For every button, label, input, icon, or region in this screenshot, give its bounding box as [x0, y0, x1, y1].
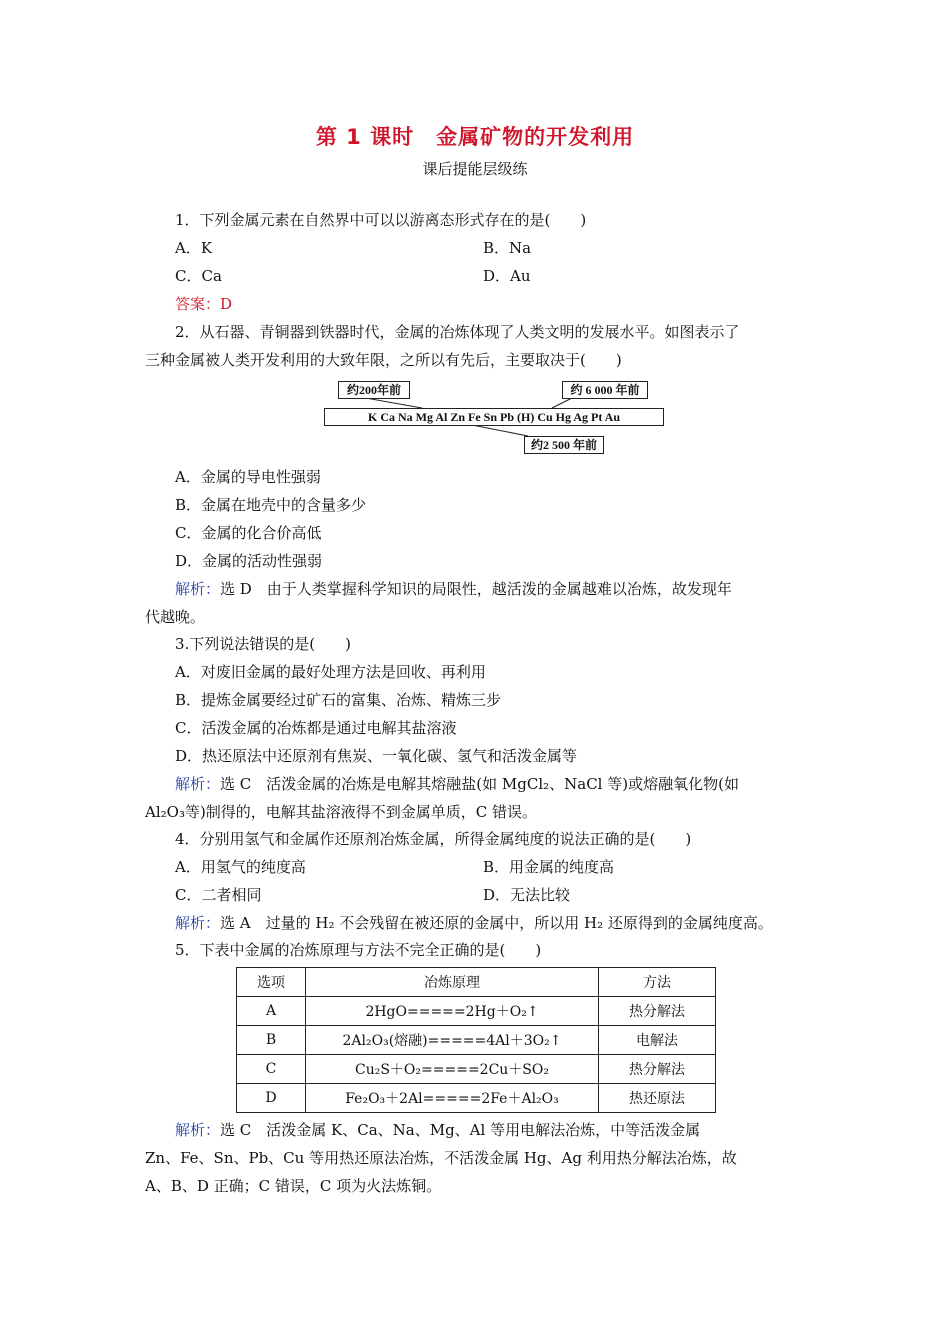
table-cell: Cu₂S＋O₂=====2Cu＋SO₂: [306, 1055, 599, 1084]
q3-option-a: A．对废旧金属的最好处理方法是回收、再利用: [175, 663, 486, 681]
q4-analysis-text: 选 A 过量的 H₂ 不会残留在被还原的金属中，所以用 H₂ 还原得到的金属纯度高。: [220, 914, 773, 932]
q1-stem: 1．下列金属元素在自然界中可以以游离态形式存在的是( ): [175, 211, 587, 229]
label-6000-years: 约 6 000 年前: [562, 381, 648, 399]
q2-option-d: D．金属的活动性强弱: [175, 552, 323, 570]
table-row: [237, 1026, 716, 1055]
label-200-years: 约200年前: [338, 381, 410, 399]
analysis-label: 解析：: [175, 914, 221, 932]
page-subtitle: 课后提能层级练: [422, 160, 528, 178]
q2-analysis-text: 选 D 由于人类掌握科学知识的局限性，越活泼的金属越难以冶炼，故发现年: [220, 580, 732, 598]
q1-option-b: B．Na: [483, 239, 532, 257]
page-title: 第 1 课时 金属矿物的开发利用: [315, 125, 635, 149]
table-row: [237, 997, 716, 1026]
table-cell: 2Al₂O₃(熔融)=====4Al＋3O₂↑: [306, 1026, 599, 1055]
q5-analysis-line3: A、B、D 正确；C 错误，C 项为火法炼铜。: [145, 1177, 442, 1195]
connector-2500: [472, 425, 528, 436]
q3-analysis-line2: Al₂O₃等)制得的，电解其盐溶液得不到金属单质，C 错误。: [145, 803, 538, 821]
q2-stem-line2: 三种金属被人类开发利用的大致年限，之所以有先后，主要取决于( ): [145, 351, 622, 369]
metal-activity-diagram: [322, 378, 666, 458]
analysis-label: 解析：: [175, 580, 221, 598]
q2-option-a: A．金属的导电性强弱: [175, 468, 321, 486]
q3-option-c: C．活泼金属的冶炼都是通过电解其盐溶液: [175, 719, 457, 737]
smelting-table: [236, 967, 716, 1113]
q4-option-a: A．用氢气的纯度高: [175, 858, 306, 876]
table-row: [237, 1055, 716, 1084]
q1-answer: 答案：D: [175, 295, 233, 313]
q2-analysis-line1: [175, 579, 732, 599]
q3-option-d: D．热还原法中还原剂有焦炭、一氧化碳、氢气和活泼金属等: [175, 747, 578, 765]
label-2500-years: 约2 500 年前: [524, 436, 604, 454]
q3-analysis-line1: [175, 774, 739, 794]
table-cell: 热还原法: [599, 1084, 716, 1113]
analysis-label: 解析：: [175, 1121, 221, 1139]
q4-option-c: C．二者相同: [175, 886, 262, 904]
table-cell: 电解法: [599, 1026, 716, 1055]
q5-analysis-line2: Zn、Fe、Sn、Pb、Cu 等用热还原法冶炼，不活泼金属 Hg、Ag 利用热分解法冶炼，故: [145, 1149, 737, 1167]
q2-option-b: B．金属在地壳中的含量多少: [175, 496, 367, 514]
q3-analysis-text: 选 C 活泼金属的冶炼是电解其熔融盐(如 MgCl₂、NaCl 等)或熔融氧化物(如: [220, 775, 739, 793]
table-header-row: [237, 968, 716, 997]
analysis-label: 解析：: [175, 775, 221, 793]
metal-activity-series: K Ca Na Mg Al Zn Fe Sn Pb (H) Cu Hg Ag Pt Au: [324, 408, 664, 426]
table-header: 选项: [237, 968, 306, 997]
q3-stem: 3.下列说法错误的是( ): [175, 635, 352, 653]
q3-option-b: B．提炼金属要经过矿石的富集、冶炼、精炼三步: [175, 691, 502, 709]
table-header: 方法: [599, 968, 716, 997]
table-header: 冶炼原理: [306, 968, 599, 997]
table-cell: 热分解法: [599, 1055, 716, 1084]
q5-analysis-line1: [175, 1120, 700, 1140]
table-cell: 2HgO=====2Hg＋O₂↑: [306, 997, 599, 1026]
table-cell: D: [237, 1084, 306, 1113]
table-cell: B: [237, 1026, 306, 1055]
q1-option-d: D．Au: [483, 267, 531, 285]
table-cell: 热分解法: [599, 997, 716, 1026]
table-cell: C: [237, 1055, 306, 1084]
table-cell: A: [237, 997, 306, 1026]
q1-option-a: A．K: [175, 239, 213, 257]
q4-analysis-line1: [175, 913, 773, 933]
table-cell: Fe₂O₃＋2Al=====2Fe＋Al₂O₃: [306, 1084, 599, 1113]
q5-stem: 5．下表中金属的冶炼原理与方法不完全正确的是( ): [175, 941, 542, 959]
q2-option-c: C．金属的化合价高低: [175, 524, 322, 542]
q4-stem: 4．分别用氢气和金属作还原剂冶炼金属，所得金属纯度的说法正确的是( ): [175, 830, 692, 848]
q5-analysis-text: 选 C 活泼金属 K、Ca、Na、Mg、Al 等用电解法冶炼，中等活泼金属: [220, 1121, 701, 1139]
q2-stem-line1: 2．从石器、青铜器到铁器时代，金属的冶炼体现了人类文明的发展水平。如图表示了: [175, 323, 740, 341]
q2-analysis-line2: 代越晚。: [145, 608, 206, 626]
q1-option-c: C．Ca: [175, 267, 222, 285]
q4-option-d: D．无法比较: [483, 886, 571, 904]
q4-option-b: B．用金属的纯度高: [483, 858, 615, 876]
table-row: [237, 1084, 716, 1113]
